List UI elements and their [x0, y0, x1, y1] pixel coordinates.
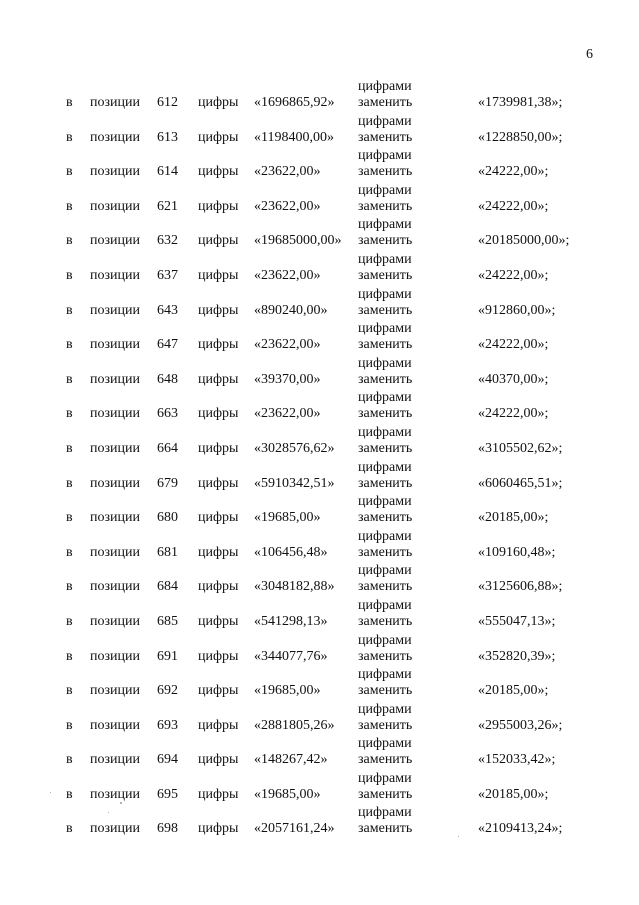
new-value: «24222,00»;: [478, 198, 549, 214]
old-value: «2057161,24»: [254, 821, 335, 837]
with-digits-word: цифрами: [358, 805, 412, 821]
new-value: «20185,00»;: [478, 683, 549, 699]
position-word: позиции: [90, 717, 140, 733]
digits-word: цифры: [198, 233, 239, 249]
replace-word: заменить: [358, 510, 413, 526]
position-word: позиции: [90, 440, 140, 456]
with-digits-word: цифрами: [358, 251, 412, 267]
position-number: 613: [157, 129, 178, 145]
amendment-row: [0, 460, 639, 495]
with-digits-word: цифрами: [358, 770, 412, 786]
new-value: «352820,39»;: [478, 648, 556, 664]
old-value: «3048182,88»: [254, 579, 335, 595]
old-value: «1198400,00»: [254, 129, 334, 145]
prefix-word: в: [66, 129, 73, 145]
with-digits-word: цифрами: [358, 736, 412, 752]
prefix-word: в: [66, 683, 73, 699]
with-digits-word: цифрами: [358, 424, 412, 440]
position-number: 694: [157, 752, 178, 768]
with-digits-word: цифрами: [358, 632, 412, 648]
position-word: позиции: [90, 510, 140, 526]
amendment-row: [0, 321, 639, 356]
replace-word: заменить: [358, 752, 413, 768]
prefix-word: в: [66, 95, 73, 110]
prefix-word: в: [66, 579, 73, 595]
with-digits-word: цифрами: [358, 355, 412, 371]
old-value: «39370,00»: [254, 371, 321, 387]
new-value: «6060465,51»;: [478, 475, 563, 491]
old-value: «23622,00»: [254, 164, 321, 180]
prefix-word: в: [66, 233, 73, 249]
prefix-word: в: [66, 198, 73, 214]
old-value: «1696865,92»: [254, 95, 335, 110]
position-number: 637: [157, 267, 178, 283]
position-number: 684: [157, 579, 178, 595]
digits-word: цифры: [198, 510, 239, 526]
new-value: «20185000,00»;: [478, 233, 570, 249]
prefix-word: в: [66, 406, 73, 422]
digits-word: цифры: [198, 440, 239, 456]
position-number: 663: [157, 406, 178, 422]
with-digits-word: цифрами: [358, 528, 412, 544]
amendment-row: [0, 148, 639, 183]
amendment-row: [0, 702, 639, 737]
position-number: 664: [157, 440, 178, 456]
position-word: позиции: [90, 267, 140, 283]
position-word: позиции: [90, 406, 140, 422]
with-digits-word: цифрами: [358, 321, 412, 337]
position-word: позиции: [90, 752, 140, 768]
with-digits-word: цифрами: [358, 286, 412, 302]
prefix-word: в: [66, 164, 73, 180]
position-word: позиции: [90, 337, 140, 353]
scan-speck: [50, 792, 51, 793]
old-value: «19685,00»: [254, 786, 321, 802]
new-value: «24222,00»;: [478, 406, 549, 422]
position-number: 693: [157, 717, 178, 733]
digits-word: цифры: [198, 267, 239, 283]
new-value: «152033,42»;: [478, 752, 556, 768]
position-word: позиции: [90, 475, 140, 491]
new-value: «109160,48»;: [478, 544, 556, 560]
replace-word: заменить: [358, 821, 413, 837]
amendment-row: [0, 805, 639, 840]
position-word: позиции: [90, 579, 140, 595]
new-value: «912860,00»;: [478, 302, 556, 318]
digits-word: цифры: [198, 683, 239, 699]
position-number: 695: [157, 786, 178, 802]
replace-word: заменить: [358, 129, 413, 145]
prefix-word: в: [66, 544, 73, 560]
digits-word: цифры: [198, 544, 239, 560]
digits-word: цифры: [198, 95, 239, 110]
replace-word: заменить: [358, 406, 413, 422]
prefix-word: в: [66, 648, 73, 664]
replace-word: заменить: [358, 164, 413, 180]
replace-word: заменить: [358, 440, 413, 456]
new-value: «1739981,38»;: [478, 95, 563, 110]
with-digits-word: цифрами: [358, 459, 412, 475]
with-digits-word: цифрами: [358, 79, 412, 94]
replace-word: заменить: [358, 267, 413, 283]
prefix-word: в: [66, 510, 73, 526]
digits-word: цифры: [198, 406, 239, 422]
old-value: «19685000,00»: [254, 233, 342, 249]
digits-word: цифры: [198, 371, 239, 387]
position-word: позиции: [90, 164, 140, 180]
new-value: «2109413,24»;: [478, 821, 563, 837]
amendment-row: [0, 494, 639, 529]
amendment-row: [0, 217, 639, 252]
new-value: «3105502,62»;: [478, 440, 563, 456]
prefix-word: в: [66, 717, 73, 733]
amendment-row: [0, 79, 639, 114]
prefix-word: в: [66, 613, 73, 629]
new-value: «24222,00»;: [478, 164, 549, 180]
digits-word: цифры: [198, 164, 239, 180]
new-value: «555047,13»;: [478, 613, 556, 629]
prefix-word: в: [66, 267, 73, 283]
prefix-word: в: [66, 821, 73, 837]
digits-word: цифры: [198, 613, 239, 629]
with-digits-word: цифрами: [358, 563, 412, 579]
digits-word: цифры: [198, 648, 239, 664]
with-digits-word: цифрами: [358, 667, 412, 683]
amendment-row: [0, 252, 639, 287]
digits-word: цифры: [198, 717, 239, 733]
old-value: «19685,00»: [254, 510, 321, 526]
position-number: 647: [157, 337, 178, 353]
digits-word: цифры: [198, 302, 239, 318]
with-digits-word: цифрами: [358, 182, 412, 198]
new-value: «24222,00»;: [478, 337, 549, 353]
position-number: 643: [157, 302, 178, 318]
position-number: 681: [157, 544, 178, 560]
replace-word: заменить: [358, 613, 413, 629]
old-value: «5910342,51»: [254, 475, 335, 491]
scan-speck: [108, 812, 109, 813]
digits-word: цифры: [198, 198, 239, 214]
prefix-word: в: [66, 371, 73, 387]
position-word: позиции: [90, 613, 140, 629]
replace-word: заменить: [358, 337, 413, 353]
amendment-list: [0, 79, 639, 840]
position-word: позиции: [90, 95, 140, 110]
amendment-row: [0, 425, 639, 460]
prefix-word: в: [66, 337, 73, 353]
position-number: 692: [157, 683, 178, 699]
prefix-word: в: [66, 475, 73, 491]
digits-word: цифры: [198, 579, 239, 595]
with-digits-word: цифрами: [358, 148, 412, 164]
amendment-row: [0, 736, 639, 771]
new-value: «20185,00»;: [478, 786, 549, 802]
replace-word: заменить: [358, 198, 413, 214]
with-digits-word: цифрами: [358, 390, 412, 406]
old-value: «3028576,62»: [254, 440, 335, 456]
position-number: 698: [157, 821, 178, 837]
new-value: «40370,00»;: [478, 371, 549, 387]
replace-word: заменить: [358, 475, 413, 491]
amendment-row: [0, 183, 639, 218]
position-number: 648: [157, 371, 178, 387]
digits-word: цифры: [198, 752, 239, 768]
position-word: позиции: [90, 648, 140, 664]
position-number: 614: [157, 164, 178, 180]
position-number: 680: [157, 510, 178, 526]
position-number: 685: [157, 613, 178, 629]
position-word: позиции: [90, 544, 140, 560]
replace-word: заменить: [358, 233, 413, 249]
position-word: позиции: [90, 683, 140, 699]
position-word: позиции: [90, 233, 140, 249]
amendment-row: [0, 667, 639, 702]
replace-word: заменить: [358, 683, 413, 699]
prefix-word: в: [66, 786, 73, 802]
new-value: «3125606,88»;: [478, 579, 563, 595]
amendment-row: [0, 529, 639, 564]
old-value: «23622,00»: [254, 267, 321, 283]
new-value: «1228850,00»;: [478, 129, 563, 145]
replace-word: заменить: [358, 95, 413, 110]
replace-word: заменить: [358, 786, 413, 802]
prefix-word: в: [66, 752, 73, 768]
amendment-row: [0, 563, 639, 598]
prefix-word: в: [66, 302, 73, 318]
amendment-row: [0, 114, 639, 149]
with-digits-word: цифрами: [358, 494, 412, 510]
digits-word: цифры: [198, 821, 239, 837]
digits-word: цифры: [198, 129, 239, 145]
old-value: «106456,48»: [254, 544, 328, 560]
replace-word: заменить: [358, 371, 413, 387]
position-word: позиции: [90, 198, 140, 214]
amendment-row: [0, 633, 639, 668]
with-digits-word: цифрами: [358, 701, 412, 717]
with-digits-word: цифрами: [358, 217, 412, 233]
replace-word: заменить: [358, 302, 413, 318]
amendment-row: [0, 287, 639, 322]
amendment-row: [0, 598, 639, 633]
replace-word: заменить: [358, 648, 413, 664]
position-number: 691: [157, 648, 178, 664]
old-value: «2881805,26»: [254, 717, 335, 733]
position-word: позиции: [90, 821, 140, 837]
position-word: позиции: [90, 302, 140, 318]
new-value: «2955003,26»;: [478, 717, 563, 733]
old-value: «23622,00»: [254, 198, 321, 214]
new-value: «24222,00»;: [478, 267, 549, 283]
old-value: «23622,00»: [254, 337, 321, 353]
amendment-row: [0, 771, 639, 806]
position-number: 679: [157, 475, 178, 491]
digits-word: цифры: [198, 337, 239, 353]
prefix-word: в: [66, 440, 73, 456]
position-word: позиции: [90, 129, 140, 145]
old-value: «148267,42»: [254, 752, 328, 768]
replace-word: заменить: [358, 544, 413, 560]
old-value: «890240,00»: [254, 302, 328, 318]
position-word: позиции: [90, 371, 140, 387]
page-number: 6: [586, 47, 593, 62]
scan-speck: [120, 802, 122, 804]
position-word: позиции: [90, 786, 140, 802]
old-value: «19685,00»: [254, 683, 321, 699]
amendment-row: [0, 356, 639, 391]
position-number: 621: [157, 198, 178, 214]
digits-word: цифры: [198, 475, 239, 491]
amendment-row: [0, 390, 639, 425]
replace-word: заменить: [358, 717, 413, 733]
old-value: «23622,00»: [254, 406, 321, 422]
new-value: «20185,00»;: [478, 510, 549, 526]
old-value: «344077,76»: [254, 648, 328, 664]
scan-speck: [458, 836, 459, 837]
old-value: «541298,13»: [254, 613, 328, 629]
digits-word: цифры: [198, 786, 239, 802]
position-number: 632: [157, 233, 178, 249]
replace-word: заменить: [358, 579, 413, 595]
with-digits-word: цифрами: [358, 597, 412, 613]
position-number: 612: [157, 95, 178, 110]
with-digits-word: цифрами: [358, 113, 412, 129]
